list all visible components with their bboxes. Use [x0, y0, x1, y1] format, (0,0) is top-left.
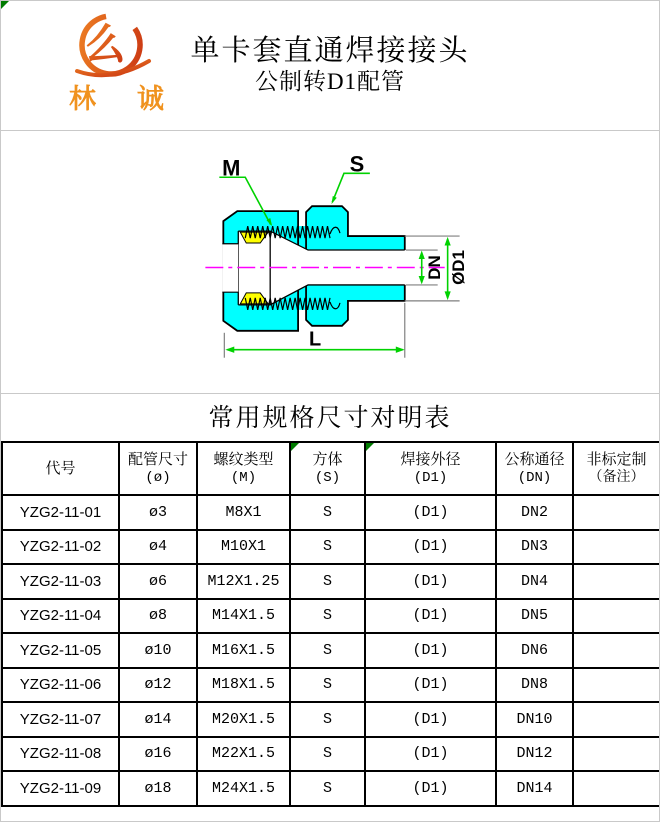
cell-pipe-size: ø14: [119, 702, 197, 737]
cell-dn: DN3: [496, 530, 573, 565]
cell-hex: S: [290, 668, 365, 703]
col-title: 公称通径: [504, 452, 565, 468]
page-title: 单卡套直通焊接接头: [190, 35, 470, 67]
cell-pipe-size: ø12: [119, 668, 197, 703]
cell-dn: DN4: [496, 564, 573, 599]
cell-hex: S: [290, 633, 365, 668]
cell-thread-type: M22X1.5: [197, 737, 290, 772]
col-subtitle: （备注）: [588, 470, 645, 486]
spec-row: [2, 495, 660, 530]
col-header-note: [573, 442, 660, 495]
col-subtitle: (ø): [145, 470, 171, 486]
cell-pipe-size: ø8: [119, 599, 197, 634]
cell-thread-type: M24X1.5: [197, 771, 290, 806]
cell-dn: DN6: [496, 633, 573, 668]
cell-code: YZG2-11-07: [2, 702, 119, 737]
cell-hex: S: [290, 599, 365, 634]
col-title: 螺纹类型: [213, 452, 274, 468]
col-header-dn: [496, 442, 573, 495]
cell-dn: DN14: [496, 771, 573, 806]
cell-dn: DN5: [496, 599, 573, 634]
cell-thread-type: M8X1: [197, 495, 290, 530]
cell-hex: S: [290, 495, 365, 530]
page-green-flag-icon: [1, 1, 9, 9]
title-block: [1, 1, 659, 97]
logo-char-right: 诚: [137, 84, 164, 114]
cell-weld-od: (D1): [365, 530, 496, 565]
cell-thread-type: M16X1.5: [197, 633, 290, 668]
spec-row: [2, 564, 660, 599]
header: [1, 1, 659, 131]
cell-weld-od: (D1): [365, 771, 496, 806]
cell-note: [573, 599, 660, 634]
cell-green-flag-icon: [291, 443, 299, 451]
col-title: 焊接外径: [400, 452, 461, 468]
cell-note: [573, 702, 660, 737]
cell-pipe-size: ø3: [119, 495, 197, 530]
cell-thread-type: M20X1.5: [197, 702, 290, 737]
cell-note: [573, 564, 660, 599]
header-row: [2, 442, 660, 495]
spec-table: [1, 441, 660, 807]
cell-weld-od: (D1): [365, 564, 496, 599]
dim-label-bore: DN: [425, 255, 445, 280]
cell-code: YZG2-11-09: [2, 771, 119, 806]
col-subtitle: (D1): [413, 470, 448, 486]
cell-dn: DN2: [496, 495, 573, 530]
spec-row: [2, 737, 660, 772]
cell-weld-od: (D1): [365, 702, 496, 737]
col-subtitle: (DN): [517, 470, 552, 486]
cell-hex: S: [290, 702, 365, 737]
cell-note: [573, 771, 660, 806]
dim-label-thread: M: [222, 155, 241, 181]
col-header-code: [2, 442, 119, 495]
col-title: 代号: [45, 460, 76, 477]
dim-label-weld-od: ØD1: [449, 250, 469, 285]
cell-dn: DN8: [496, 668, 573, 703]
cell-code: YZG2-11-05: [2, 633, 119, 668]
technical-drawing: [1, 131, 659, 394]
cell-note: [573, 737, 660, 772]
cell-code: YZG2-11-01: [2, 495, 119, 530]
col-subtitle: (M): [230, 470, 257, 486]
cell-code: YZG2-11-08: [2, 737, 119, 772]
cell-green-flag-icon: [366, 443, 374, 451]
cell-note: [573, 495, 660, 530]
cell-code: YZG2-11-02: [2, 530, 119, 565]
spec-row: [2, 530, 660, 565]
col-header-weld-od: [365, 442, 496, 495]
col-header-hex: [290, 442, 365, 495]
col-header-thread-type: [197, 442, 290, 495]
page-subtitle: 公制转D1配管: [254, 69, 406, 94]
cell-hex: S: [290, 771, 365, 806]
cell-hex: S: [290, 737, 365, 772]
cell-hex: S: [290, 530, 365, 565]
cell-thread-type: M18X1.5: [197, 668, 290, 703]
cell-hex: S: [290, 564, 365, 599]
cell-code: YZG2-11-06: [2, 668, 119, 703]
cell-pipe-size: ø4: [119, 530, 197, 565]
dim-label-hex: S: [349, 151, 365, 177]
dim-label-length: L: [308, 328, 322, 351]
cell-note: [573, 633, 660, 668]
spec-row: [2, 599, 660, 634]
col-title: 方体: [312, 452, 343, 468]
cell-thread-type: M10X1: [197, 530, 290, 565]
cell-pipe-size: ø10: [119, 633, 197, 668]
fitting-cross-section: [1, 131, 659, 393]
logo-mark-icon: 么: [82, 21, 131, 68]
spec-row: [2, 633, 660, 668]
col-subtitle: (S): [314, 470, 341, 486]
cell-dn: DN12: [496, 737, 573, 772]
logo-char-left: 林: [69, 84, 96, 114]
cell-pipe-size: ø6: [119, 564, 197, 599]
cell-dn: DN10: [496, 702, 573, 737]
spec-row: [2, 771, 660, 806]
cell-code: YZG2-11-04: [2, 599, 119, 634]
cell-note: [573, 668, 660, 703]
cell-note: [573, 530, 660, 565]
col-title: 配管尺寸: [127, 452, 188, 468]
cell-code: YZG2-11-03: [2, 564, 119, 599]
cell-weld-od: (D1): [365, 495, 496, 530]
cell-weld-od: (D1): [365, 668, 496, 703]
cell-weld-od: (D1): [365, 737, 496, 772]
col-title: 非标定制: [586, 452, 647, 468]
cell-weld-od: (D1): [365, 599, 496, 634]
spec-row: [2, 668, 660, 703]
cell-weld-od: (D1): [365, 633, 496, 668]
cell-pipe-size: ø18: [119, 771, 197, 806]
spec-row: [2, 702, 660, 737]
cell-thread-type: M14X1.5: [197, 599, 290, 634]
col-header-pipe-size: [119, 442, 197, 495]
cell-thread-type: M12X1.25: [197, 564, 290, 599]
spec-table-title: 常用规格尺寸对明表: [208, 405, 452, 432]
cell-pipe-size: ø16: [119, 737, 197, 772]
